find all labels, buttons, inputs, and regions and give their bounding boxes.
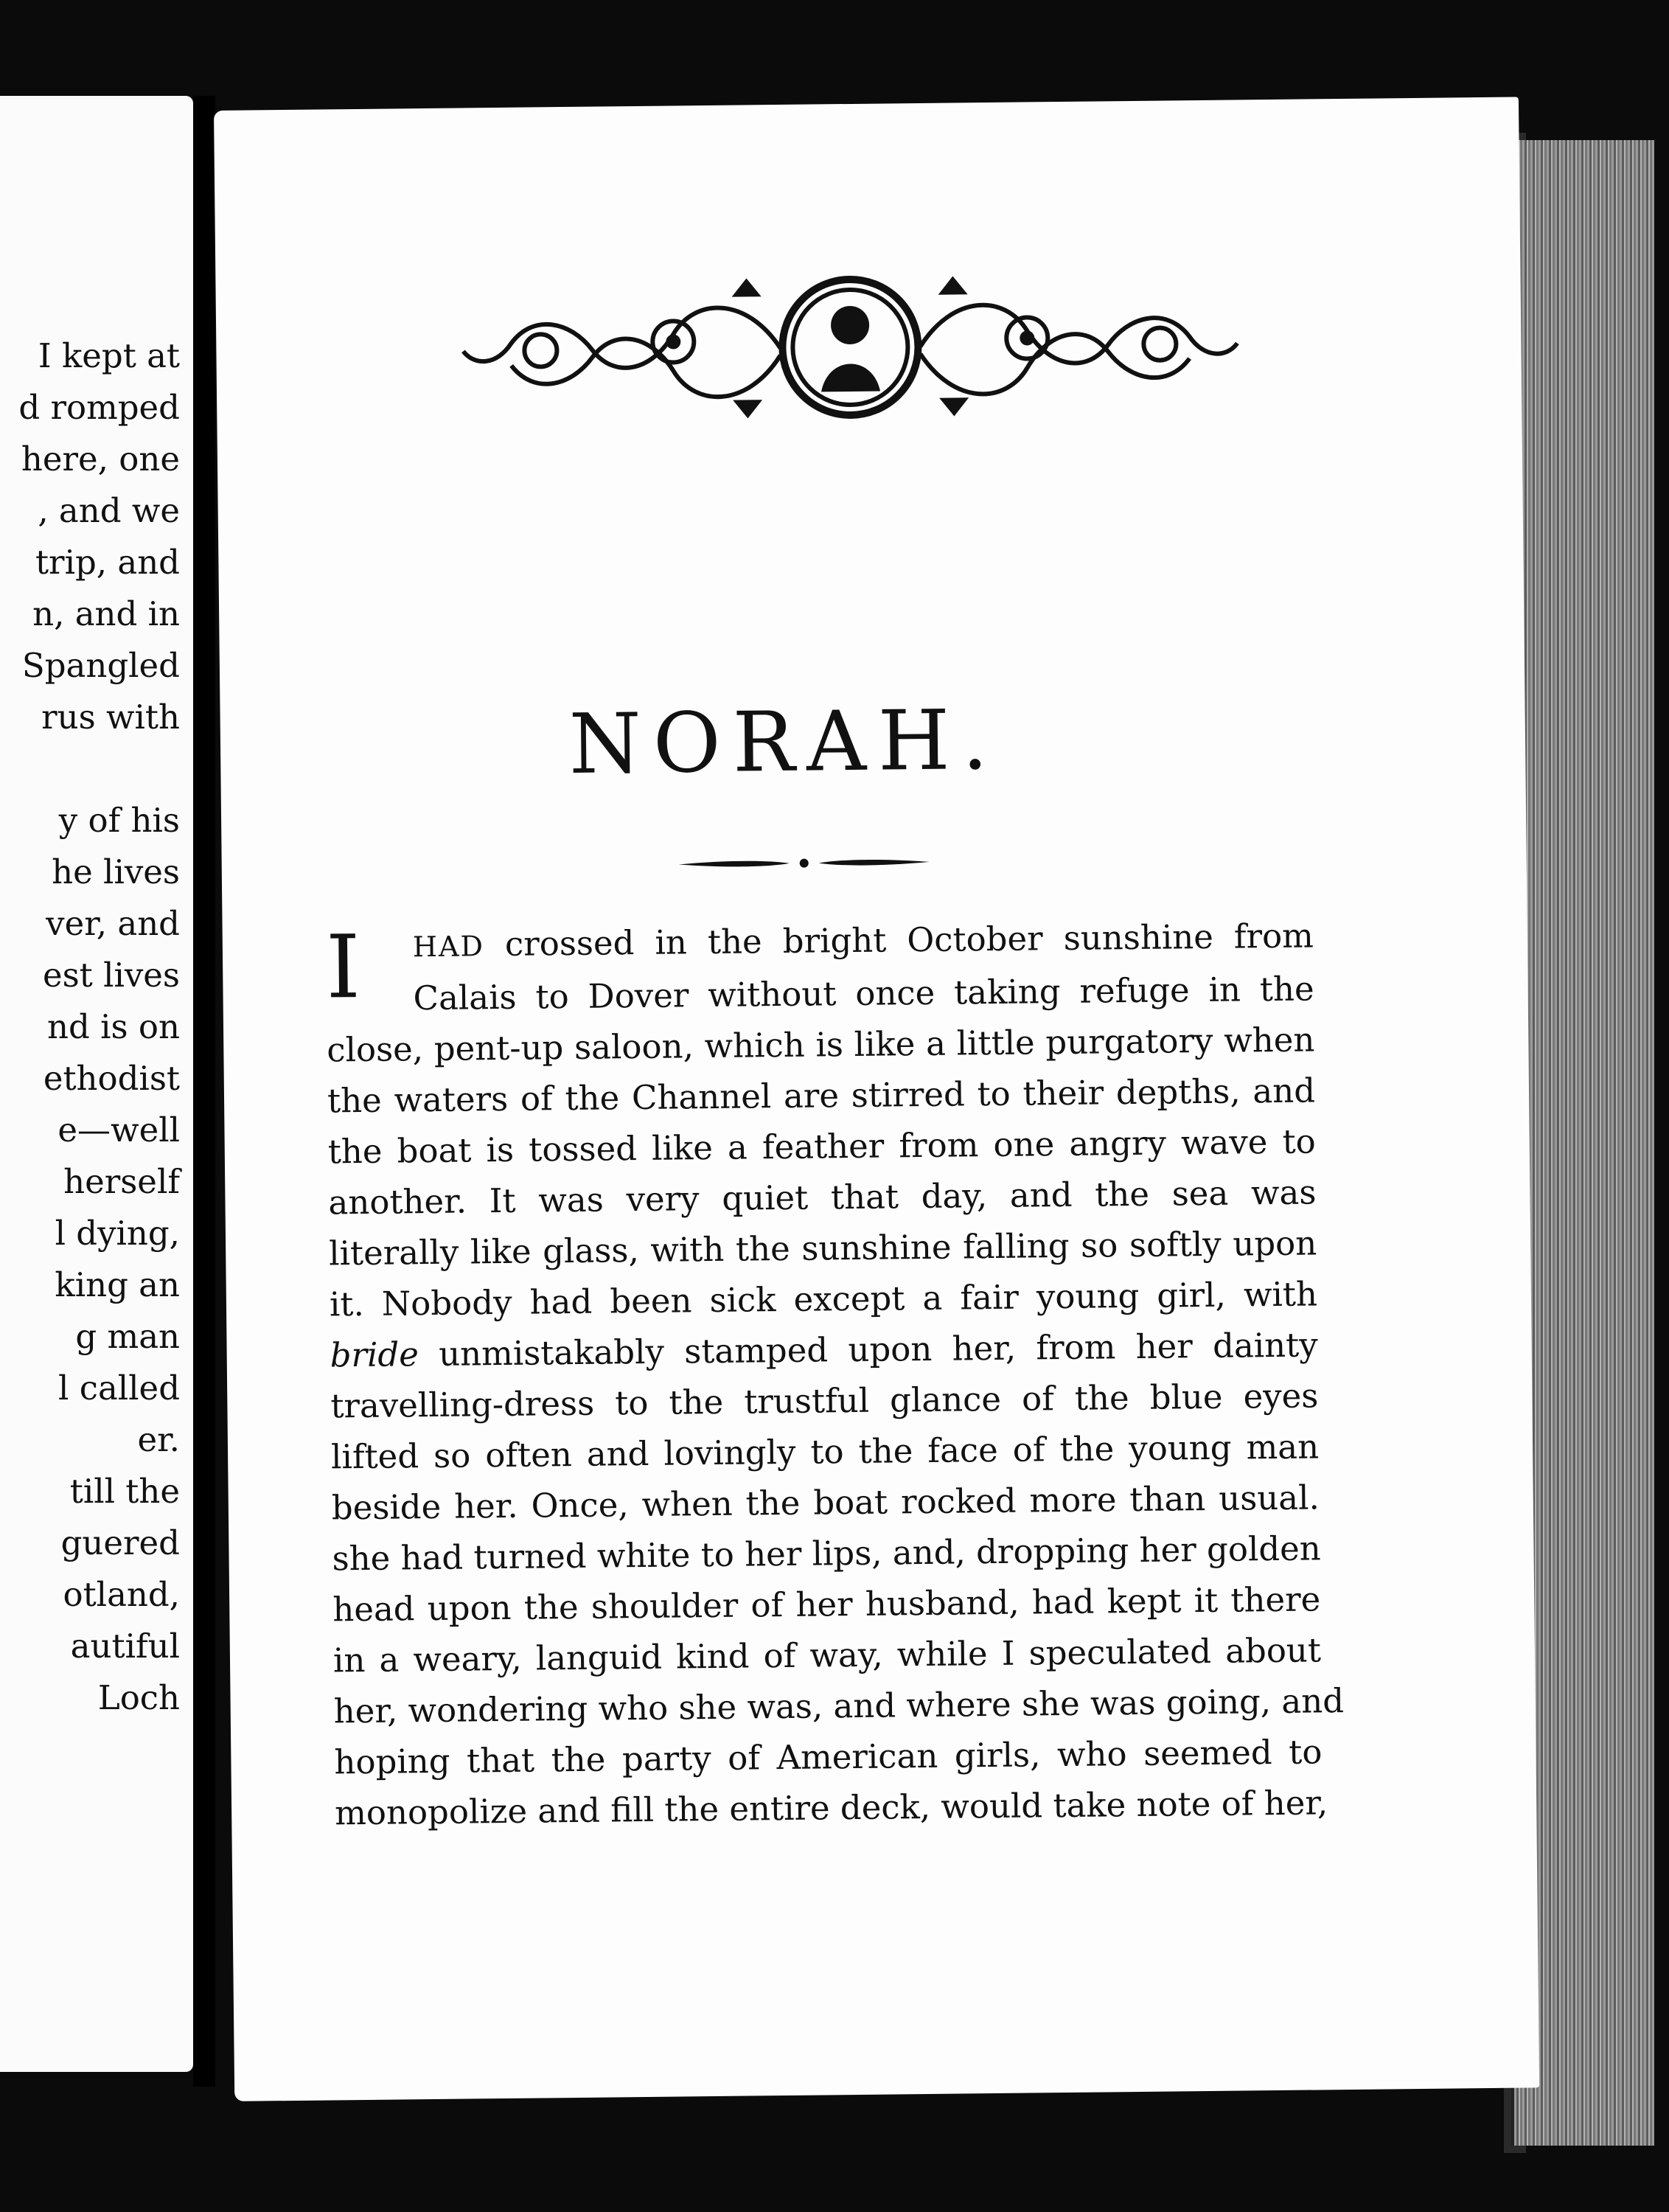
text-line: it. Nobody had been sick except a fair young girl, with [329,1274,1318,1324]
left-line: n, and in [32,594,180,633]
text-line: travelling-dress to the trustful glance of the blue eyes [330,1376,1319,1426]
drop-cap: I [325,915,361,1018]
left-line: ver, and [46,904,180,943]
left-line: rus with [41,698,180,737]
left-line: herself [63,1162,180,1201]
text-line: the waters of the Channel are stirred to their depths, and [327,1071,1316,1121]
text-line: close, pent-up saloon, which is like a little purgatory when [327,1020,1315,1070]
text-line: her, wondering who she was, and where she was going, and [333,1681,1345,1731]
body-text [325,910,1345,1838]
text-line: head upon the shoulder of her husband, had kept it there [332,1579,1321,1630]
text-line: in a weary, languid kind of way, while I speculated about [332,1630,1322,1680]
right-page [214,97,1539,2101]
left-line: I kept at [38,336,180,375]
text-line: bride unmistakably stamped upon her, from her dainty [330,1325,1318,1375]
left-line: y of his [58,801,180,840]
left-line: nd is on [47,1007,180,1046]
left-line: till the [69,1472,180,1511]
text-line: she had turned white to her lips, and, dropping her golden [332,1528,1321,1579]
title-rule-ornament [679,851,930,876]
text-line: another. It was very quiet that day, and the sea was [328,1172,1317,1222]
text-line: lifted so often and lovingly to the face of the young man [330,1427,1320,1477]
left-line: l called [58,1368,180,1408]
left-line: guered [60,1523,180,1562]
left-page [0,96,193,2072]
ornamental-headpiece [451,262,1249,432]
left-line: g man [75,1317,180,1356]
left-line: , and we [38,491,180,530]
left-line: he lives [52,852,180,891]
left-line: otland, [63,1575,180,1614]
left-line: d romped [18,388,180,427]
italic-word: bride [330,1335,419,1375]
left-line: est lives [42,956,180,995]
left-line: er. [137,1420,180,1459]
text-line: beside her. Once, when the boat rocked more than usual. [331,1478,1320,1528]
text-line: literally like glass, with the sunshine falling so softly upon [328,1223,1317,1273]
text-line: hoping that the party of American girls, who seemed to [334,1732,1323,1782]
text-line: Calais to Dover without once taking refuge in the [413,969,1314,1018]
left-line: autiful [70,1627,180,1666]
left-line: Spangled [21,646,180,685]
left-line: e—well [58,1110,180,1150]
chapter-title: NORAH. [568,692,1000,793]
text-line: HAD crossed in the bright October sunshine from [412,916,1314,964]
left-line: Loch [97,1678,180,1717]
first-word-smallcaps: HAD [412,930,485,964]
text-line: monopolize and fill the entire deck, would take note of her, [334,1783,1328,1833]
left-line: trip, and [35,543,180,582]
left-line: here, one [21,439,180,479]
text-line: the boat is tossed like a feather from one angry wave to [327,1121,1316,1172]
left-line: king an [55,1265,180,1304]
left-line: l dying, [55,1214,180,1253]
left-line: ethodist [43,1059,180,1098]
book-gutter [193,96,215,2087]
